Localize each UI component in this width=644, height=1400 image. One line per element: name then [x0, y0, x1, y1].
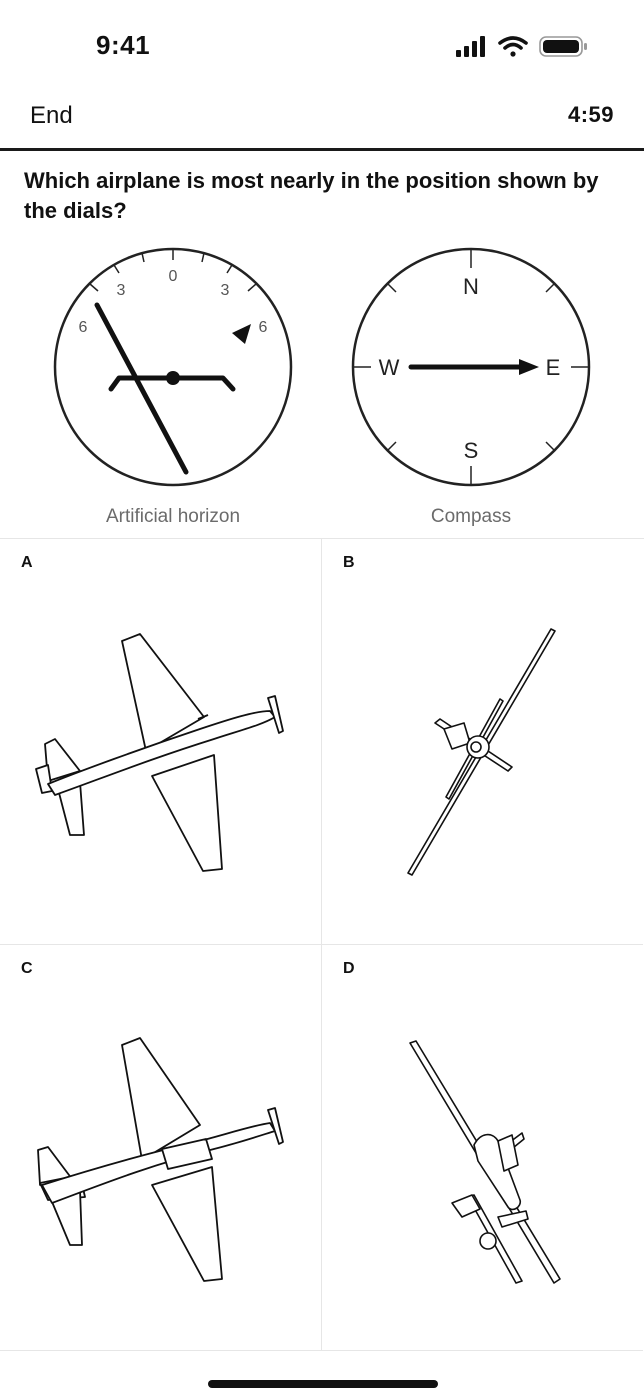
status-icons	[454, 34, 590, 60]
airplane-a-icon	[0, 539, 321, 944]
compass-north-label: N	[463, 274, 479, 299]
horizon-scale-right-6: 6	[258, 319, 268, 336]
dials-panel	[0, 236, 644, 536]
compass-east-label: E	[545, 355, 561, 380]
option-a[interactable]	[0, 539, 322, 945]
nav-bar	[0, 92, 644, 151]
horizon-scale-right-3: 3	[220, 282, 230, 299]
option-b[interactable]	[322, 539, 643, 945]
horizon-scale-left-3: 3	[116, 282, 126, 299]
question-text: Which airplane is most nearly in the position shown by the dials?	[24, 168, 599, 223]
countdown-timer: 4:59	[567, 102, 614, 127]
option-c-label: C	[21, 960, 33, 977]
horizon-scale-0: 0	[168, 268, 178, 285]
horizon-scale-left-6: 6	[78, 319, 88, 336]
compass-dial	[351, 246, 591, 488]
option-d-label: D	[343, 960, 355, 977]
airplane-d-icon	[322, 945, 643, 1350]
artificial-horizon-dial	[52, 246, 294, 488]
option-b-label: B	[343, 554, 355, 571]
cellular-signal-icon	[456, 36, 485, 57]
airplane-c-icon	[0, 945, 321, 1350]
compass-west-label: W	[378, 355, 400, 380]
answer-options-grid	[0, 538, 644, 1351]
status-bar	[0, 0, 644, 92]
horizon-caption: Artificial horizon	[105, 506, 241, 527]
compass-south-label: S	[463, 438, 479, 463]
wifi-icon	[500, 38, 526, 57]
compass-caption: Compass	[430, 506, 512, 527]
home-indicator[interactable]	[208, 1380, 438, 1388]
battery-icon	[540, 37, 587, 56]
status-time: 9:41	[96, 30, 151, 60]
option-a-label: A	[21, 554, 33, 571]
airplane-b-icon	[322, 539, 643, 944]
option-d[interactable]	[322, 945, 643, 1351]
option-c[interactable]	[0, 945, 322, 1351]
end-button[interactable]: End	[30, 102, 73, 129]
